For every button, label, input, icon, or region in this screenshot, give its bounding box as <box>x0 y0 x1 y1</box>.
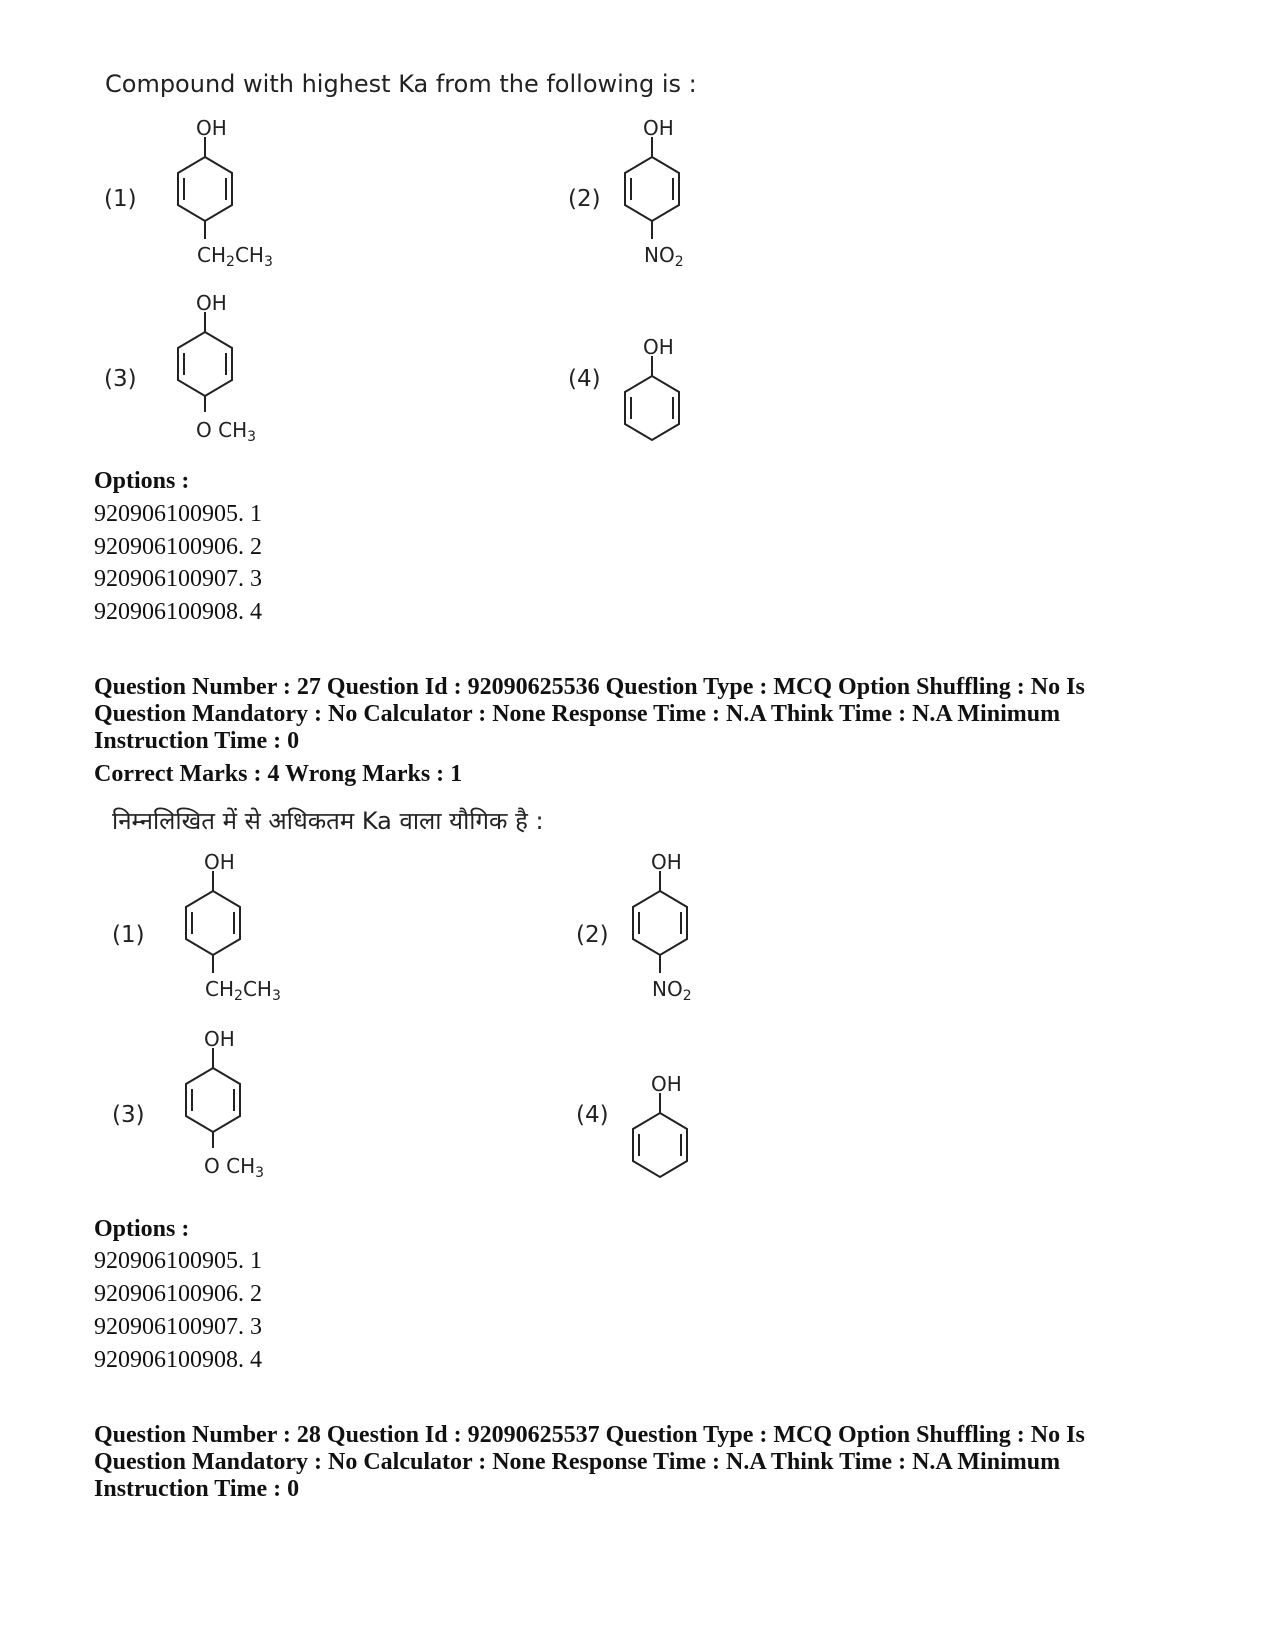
choice-number-4: (4) <box>568 366 601 392</box>
benzene-ring-2-icon <box>619 137 685 249</box>
marks-line: Correct Marks : 4 Wrong Marks : 1 <box>94 761 463 787</box>
substituent-bottom-2: $NO_2$ <box>652 977 692 1004</box>
substituent-top-4: OH <box>651 1072 682 1096</box>
option-item: 920906100905. 1 <box>94 1248 262 1274</box>
option-item: 920906100907. 3 <box>94 566 262 592</box>
substituent-bottom-3: O $CH_3$ <box>196 418 257 445</box>
option-item: 920906100907. 3 <box>94 1314 262 1340</box>
question-meta-line: Question Number : 27 Question Id : 92090625536 Question Type : MCQ Option Shuffling : No Is <box>94 674 1085 700</box>
choice-number-4: (4) <box>576 1102 609 1128</box>
options-heading: Options : <box>94 1216 190 1242</box>
benzene-ring-3-icon <box>172 312 238 424</box>
choice-number-2: (2) <box>568 186 601 212</box>
substituent-top-3: OH <box>196 291 227 315</box>
substituent-bottom-2: $NO_2$ <box>644 243 684 270</box>
option-item: 920906100906. 2 <box>94 1281 262 1307</box>
substituent-top-2: OH <box>651 850 682 874</box>
benzene-ring-2-icon <box>627 871 693 983</box>
choice-number-3: (3) <box>112 1102 145 1128</box>
benzene-ring-4-icon <box>619 356 685 446</box>
choice-number-1: (1) <box>112 922 145 948</box>
question-meta-line: Instruction Time : 0 <box>94 728 300 754</box>
substituent-bottom-1: $CH_2CH_3$ <box>205 977 281 1004</box>
choice-number-1: (1) <box>104 186 137 212</box>
substituent-top-1: OH <box>204 850 235 874</box>
question-text-english: Compound with highest Ka from the following is : <box>105 70 697 98</box>
substituent-top-1: OH <box>196 116 227 140</box>
question-meta-line: Question Number : 28 Question Id : 92090625537 Question Type : MCQ Option Shuffling : No Is <box>94 1422 1085 1448</box>
benzene-ring-3-icon <box>180 1048 246 1160</box>
question-meta-line: Instruction Time : 0 <box>94 1476 300 1502</box>
substituent-top-4: OH <box>643 335 674 359</box>
question-meta-line: Question Mandatory : No Calculator : None Response Time : N.A Think Time : N.A Minimum <box>94 701 1061 727</box>
choice-number-3: (3) <box>104 366 137 392</box>
substituent-bottom-3: O $CH_3$ <box>204 1154 265 1181</box>
benzene-ring-1-icon <box>172 137 238 249</box>
question-meta-line: Question Mandatory : No Calculator : None Response Time : N.A Think Time : N.A Minimum <box>94 1449 1061 1475</box>
question-text-hindi: निम्नलिखित में से अधिकतम Ka वाला यौगिक है : <box>112 807 544 835</box>
choice-number-2: (2) <box>576 922 609 948</box>
substituent-bottom-1: $CH_2CH_3$ <box>197 243 273 270</box>
option-item: 920906100905. 1 <box>94 501 262 527</box>
substituent-top-3: OH <box>204 1027 235 1051</box>
options-heading: Options : <box>94 468 190 494</box>
substituent-top-2: OH <box>643 116 674 140</box>
option-item: 920906100908. 4 <box>94 599 262 625</box>
option-item: 920906100908. 4 <box>94 1347 262 1373</box>
benzene-ring-4-icon <box>627 1093 693 1183</box>
benzene-ring-1-icon <box>180 871 246 983</box>
option-item: 920906100906. 2 <box>94 534 262 560</box>
